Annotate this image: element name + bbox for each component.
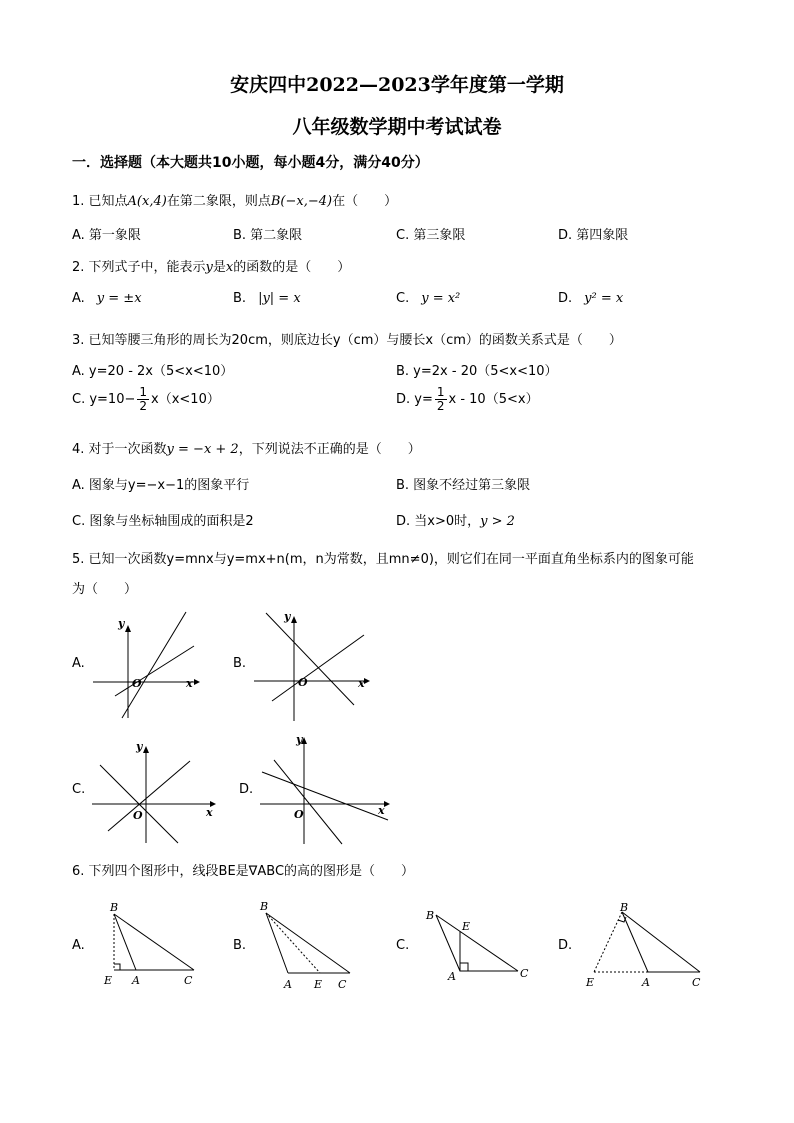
point-b: B bbox=[110, 901, 119, 914]
q6-figure-c bbox=[420, 905, 538, 985]
x-label: x bbox=[206, 806, 213, 819]
q3-c-den: 2 bbox=[139, 399, 148, 413]
right-angle-mark bbox=[114, 964, 120, 970]
q2-option-b[interactable] bbox=[233, 291, 301, 306]
q5-graph-d bbox=[258, 730, 393, 848]
side-ba bbox=[114, 914, 136, 970]
q3-d-num: 1 bbox=[436, 385, 445, 399]
x-arrow bbox=[194, 679, 200, 685]
title-line2: 八年级数学期中考试试卷 bbox=[292, 116, 502, 138]
q3-option-c[interactable] bbox=[72, 386, 220, 413]
q4-expr: y = −x + 2 bbox=[166, 442, 239, 457]
q5-label-d[interactable]: D. bbox=[239, 782, 254, 797]
q2-expr-a: y = ±x bbox=[96, 291, 142, 306]
point-b: B bbox=[426, 909, 435, 922]
y-arrow bbox=[125, 625, 131, 632]
q2-expr-d: y² = x bbox=[584, 291, 624, 306]
q4-option-d[interactable] bbox=[396, 510, 515, 529]
y-label: y bbox=[118, 617, 125, 630]
line-2 bbox=[272, 635, 364, 701]
q2-text2: 是 bbox=[212, 260, 226, 275]
q3-c-pre: C. y=10− bbox=[72, 392, 136, 407]
x-label: x bbox=[378, 804, 385, 817]
q5-graph-a bbox=[90, 610, 205, 722]
point-c: C bbox=[520, 967, 529, 980]
q3-option-d[interactable] bbox=[396, 386, 539, 413]
q4-pre: 4. 对于一次函数 bbox=[72, 442, 167, 457]
q6-figure-d bbox=[582, 898, 706, 990]
q6-figure-a bbox=[98, 898, 208, 990]
q2-text3: 的函数的是（ ） bbox=[233, 260, 351, 275]
q2-x: x bbox=[225, 260, 234, 275]
section-heading: 一．选择题（本大题共10小题，每小题4分，满分40分） bbox=[72, 155, 429, 171]
q6-label-c[interactable]: C. bbox=[396, 938, 410, 953]
q3-d-pre: D. y= bbox=[396, 392, 433, 407]
q3-d-den: 2 bbox=[436, 399, 445, 413]
question-3: 3. 已知等腰三角形的周长为20cm，则底边长y（cm）与腰长x（cm）的函数关系式是（ ） bbox=[72, 333, 622, 348]
question-6: 6. 下列四个图形中，线段BE是∇ABC的高的图形是（ ） bbox=[72, 864, 415, 879]
q2-option-c[interactable] bbox=[396, 291, 460, 306]
line-2 bbox=[115, 646, 194, 696]
q5-graph-c bbox=[90, 735, 220, 847]
q2-option-a[interactable] bbox=[72, 291, 142, 306]
side-bc bbox=[266, 913, 350, 973]
q3-d-post: x - 10（5<x） bbox=[448, 392, 539, 407]
q6-label-d[interactable]: D. bbox=[558, 938, 573, 953]
point-b: B bbox=[260, 900, 269, 913]
line-1 bbox=[274, 760, 342, 844]
side-ba bbox=[266, 913, 288, 973]
q2-label-b: B. bbox=[233, 291, 247, 306]
x-label: x bbox=[358, 677, 365, 690]
line-2 bbox=[108, 761, 190, 831]
x-label: x bbox=[186, 677, 193, 690]
q5-label-c[interactable]: C. bbox=[72, 782, 86, 797]
point-e: E bbox=[586, 976, 595, 989]
q5-graph-b bbox=[252, 605, 372, 723]
q4-d-pre: D. 当x>0时， bbox=[396, 514, 481, 529]
side-bc bbox=[114, 914, 194, 970]
x-arrow bbox=[364, 678, 370, 684]
q1-point-a: A(x,4) bbox=[127, 194, 167, 209]
q2-expr-c: y = x² bbox=[421, 291, 461, 306]
q3-option-a[interactable]: A. y=20 - 2x（5<x<10） bbox=[72, 364, 234, 379]
title-line1: 安庆四中2022—2023学年度第一学期 bbox=[230, 74, 564, 96]
q4-d-expr: y > 2 bbox=[480, 514, 515, 529]
origin-label: O bbox=[133, 809, 143, 822]
q1-point-b: B(−x,−4) bbox=[270, 194, 333, 209]
question-2 bbox=[72, 256, 350, 275]
point-e: E bbox=[462, 920, 471, 933]
q2-expr-b: |y| = x bbox=[258, 291, 301, 306]
q1-option-b[interactable]: B. 第二象限 bbox=[233, 228, 303, 243]
point-c: C bbox=[338, 978, 347, 991]
origin-label: O bbox=[132, 677, 142, 690]
q1-mid: 在第二象限，则点 bbox=[166, 194, 271, 209]
right-angle-mark bbox=[460, 963, 468, 971]
q3-c-num: 1 bbox=[139, 385, 148, 399]
question-1 bbox=[72, 190, 397, 209]
y-label: y bbox=[136, 740, 143, 753]
q5-label-b[interactable]: B. bbox=[233, 656, 247, 671]
q3-c-post: x（x<10） bbox=[151, 392, 220, 407]
side-ba bbox=[622, 912, 648, 972]
y-arrow bbox=[143, 746, 149, 753]
side-bc bbox=[622, 912, 700, 972]
q6-figure-b bbox=[254, 895, 364, 991]
q5-label-a[interactable]: A. bbox=[72, 656, 85, 671]
y-label: y bbox=[284, 610, 291, 623]
q3-d-fraction bbox=[435, 386, 447, 413]
point-c: C bbox=[692, 976, 701, 989]
origin-label: O bbox=[294, 808, 304, 821]
line-1 bbox=[122, 612, 186, 718]
line-1 bbox=[266, 613, 354, 705]
q6-label-a[interactable]: A. bbox=[72, 938, 85, 953]
point-a: A bbox=[132, 974, 140, 987]
y-label: y bbox=[296, 733, 303, 746]
question-5-line1: 5. 已知一次函数y=mnx与y=mx+n(m，n为常数，且mn≠0)，则它们在同一平面直角坐标系内的图象可能 bbox=[72, 552, 694, 567]
point-b: B bbox=[620, 901, 629, 914]
q1-option-c[interactable]: C. 第三象限 bbox=[396, 228, 466, 243]
q6-label-b[interactable]: B. bbox=[233, 938, 247, 953]
y-arrow bbox=[291, 616, 297, 623]
q4-option-a[interactable]: A. 图象与y=−x−1的图象平行 bbox=[72, 478, 250, 493]
q2-label-c: C. bbox=[396, 291, 410, 306]
q1-option-d[interactable]: D. 第四象限 bbox=[558, 228, 629, 243]
point-a: A bbox=[448, 970, 456, 983]
segment-be bbox=[266, 913, 320, 973]
q4-post: ，下列说法不正确的是（ ） bbox=[238, 442, 421, 457]
origin-label: O bbox=[298, 676, 308, 689]
q1-pre: 1. 已知点 bbox=[72, 194, 128, 209]
point-a: A bbox=[642, 976, 650, 989]
q4-option-c[interactable]: C. 图象与坐标轴围成的面积是2 bbox=[72, 514, 254, 529]
question-5-line2: 为（ ） bbox=[72, 582, 138, 597]
q1-post: 在（ ） bbox=[332, 194, 398, 209]
q2-label-a: A. bbox=[72, 291, 85, 306]
question-4 bbox=[72, 438, 421, 457]
point-a: A bbox=[284, 978, 292, 991]
point-e: E bbox=[104, 974, 113, 987]
altitude-be bbox=[594, 912, 622, 972]
x-arrow bbox=[384, 801, 390, 807]
q2-y: y bbox=[205, 260, 213, 275]
q2-text1: 2. 下列式子中，能表示 bbox=[72, 260, 206, 275]
point-c: C bbox=[184, 974, 193, 987]
q4-option-b[interactable]: B. 图象不经过第三象限 bbox=[396, 478, 531, 493]
point-e: E bbox=[314, 978, 323, 991]
q2-option-d[interactable] bbox=[558, 291, 623, 306]
q2-label-d: D. bbox=[558, 291, 573, 306]
q3-c-fraction bbox=[137, 386, 149, 413]
q3-option-b[interactable]: B. y=2x - 20（5<x<10） bbox=[396, 364, 558, 379]
line-2 bbox=[262, 772, 388, 820]
q1-option-a[interactable]: A. 第一象限 bbox=[72, 228, 141, 243]
